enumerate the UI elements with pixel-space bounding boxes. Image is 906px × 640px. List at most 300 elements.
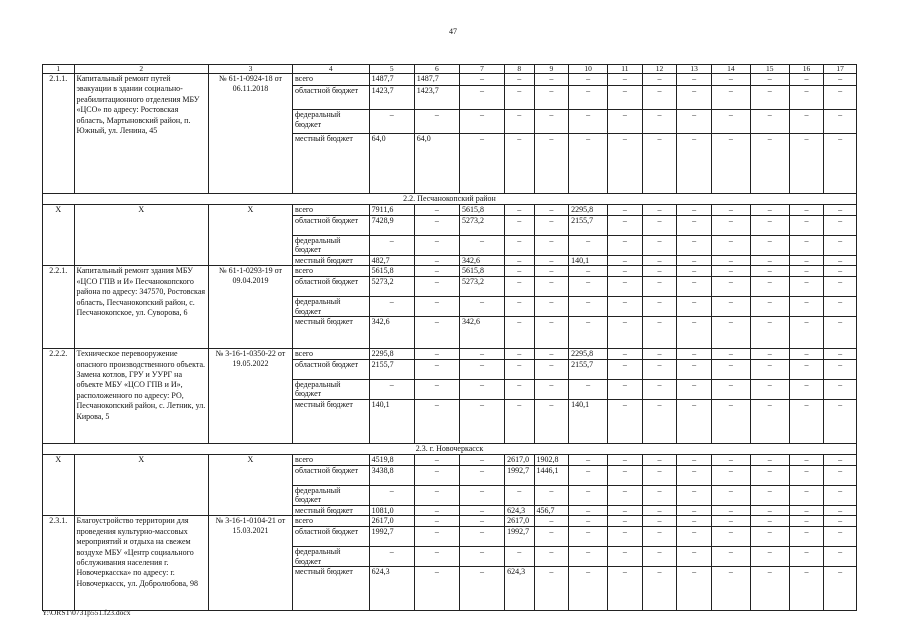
value-cell: – — [534, 266, 569, 277]
value-cell: – — [642, 215, 677, 235]
value-cell: – — [677, 235, 712, 255]
value-cell: – — [824, 86, 857, 110]
value-cell: – — [789, 546, 824, 566]
value-cell: – — [824, 74, 857, 86]
funding-source-label: всего — [292, 454, 369, 465]
value-cell: – — [711, 296, 750, 316]
value-cell: 5615,8 — [459, 205, 504, 216]
value-cell: 624,3 — [369, 567, 414, 611]
value-cell: – — [608, 255, 643, 266]
value-cell: – — [569, 516, 608, 527]
value-cell: – — [677, 516, 712, 527]
value-cell: – — [677, 205, 712, 216]
value-cell: – — [608, 266, 643, 277]
value-cell: 482,7 — [369, 255, 414, 266]
item-number: 2.2.1. — [43, 266, 75, 349]
value-cell: – — [414, 359, 459, 379]
value-cell: – — [459, 235, 504, 255]
col-header: 14 — [711, 65, 750, 74]
col-header: 12 — [642, 65, 677, 74]
value-cell: – — [750, 465, 789, 485]
value-cell: – — [569, 485, 608, 505]
value-cell: – — [750, 516, 789, 527]
funding-source-label: областной бюджет — [292, 359, 369, 379]
value-cell: – — [534, 379, 569, 399]
value-cell: – — [608, 516, 643, 527]
value-cell: – — [677, 134, 712, 194]
value-cell: – — [414, 205, 459, 216]
value-cell: 2155,7 — [569, 215, 608, 235]
value-cell: – — [369, 296, 414, 316]
value-cell: – — [750, 255, 789, 266]
value-cell: – — [677, 485, 712, 505]
value-cell: 2155,7 — [569, 359, 608, 379]
value-cell: – — [642, 134, 677, 194]
value-cell: – — [750, 546, 789, 566]
value-cell: 140,1 — [369, 399, 414, 443]
value-cell: – — [459, 399, 504, 443]
x-mark-cell: Х — [208, 454, 292, 515]
value-cell: – — [459, 379, 504, 399]
value-cell: – — [369, 546, 414, 566]
value-cell: – — [824, 526, 857, 546]
value-cell: – — [824, 359, 857, 379]
col-header: 13 — [677, 65, 712, 74]
value-cell: – — [711, 399, 750, 443]
value-cell: – — [642, 296, 677, 316]
value-cell: 2617,0 — [505, 516, 534, 527]
value-cell: – — [505, 546, 534, 566]
value-cell: – — [505, 266, 534, 277]
summary-row — [43, 205, 857, 216]
funding-source-label: областной бюджет — [292, 215, 369, 235]
value-cell: – — [711, 505, 750, 516]
value-cell: – — [642, 399, 677, 443]
value-cell: – — [642, 110, 677, 134]
value-cell: – — [569, 526, 608, 546]
value-cell: – — [789, 74, 824, 86]
x-mark-cell: Х — [43, 454, 75, 515]
value-cell: – — [459, 349, 504, 360]
value-cell: – — [608, 359, 643, 379]
value-cell: – — [824, 465, 857, 485]
col-header: 6 — [414, 65, 459, 74]
value-cell: 1487,7 — [369, 74, 414, 86]
value-cell: – — [642, 485, 677, 505]
value-cell: – — [789, 205, 824, 216]
col-header: 3 — [208, 65, 292, 74]
value-cell: – — [534, 317, 569, 349]
value-cell: – — [608, 110, 643, 134]
value-cell: 7911,6 — [369, 205, 414, 216]
value-cell: – — [534, 349, 569, 360]
value-cell: – — [569, 546, 608, 566]
value-cell: – — [414, 505, 459, 516]
value-cell: – — [789, 266, 824, 277]
value-cell: – — [677, 296, 712, 316]
value-cell: – — [789, 86, 824, 110]
value-cell: – — [711, 567, 750, 611]
value-cell: – — [505, 349, 534, 360]
x-mark-cell: Х — [208, 205, 292, 266]
value-cell: – — [642, 505, 677, 516]
value-cell: – — [750, 276, 789, 296]
value-cell: – — [677, 349, 712, 360]
value-cell: – — [569, 505, 608, 516]
value-cell: – — [459, 296, 504, 316]
col-header: 7 — [459, 65, 504, 74]
value-cell: – — [414, 546, 459, 566]
value-cell: – — [505, 110, 534, 134]
value-cell: 5615,8 — [369, 266, 414, 277]
value-cell: – — [608, 526, 643, 546]
value-cell: – — [369, 379, 414, 399]
value-cell: – — [459, 359, 504, 379]
value-cell: – — [789, 296, 824, 316]
value-cell: – — [505, 134, 534, 194]
item-number: 2.1.1. — [43, 74, 75, 194]
item-number: 2.3.1. — [43, 516, 75, 611]
value-cell: – — [789, 454, 824, 465]
value-cell: – — [414, 516, 459, 527]
value-cell: – — [569, 235, 608, 255]
value-cell: – — [642, 276, 677, 296]
value-cell: – — [534, 526, 569, 546]
value-cell: – — [459, 110, 504, 134]
value-cell: – — [459, 86, 504, 110]
value-cell: – — [677, 359, 712, 379]
col-header: 11 — [608, 65, 643, 74]
value-cell: – — [677, 86, 712, 110]
value-cell: – — [459, 134, 504, 194]
value-cell: – — [459, 516, 504, 527]
value-cell: – — [677, 379, 712, 399]
value-cell: – — [459, 465, 504, 485]
value-cell: – — [534, 485, 569, 505]
value-cell: – — [569, 567, 608, 611]
value-cell: – — [414, 296, 459, 316]
value-cell: 64,0 — [414, 134, 459, 194]
value-cell: – — [608, 546, 643, 566]
value-cell: – — [414, 235, 459, 255]
value-cell: 64,0 — [369, 134, 414, 194]
section-row — [43, 443, 857, 454]
value-cell: – — [642, 567, 677, 611]
funding-source-label: федеральный бюджет — [292, 110, 369, 134]
footer-file-path: Y:\ORST\0731p551.f23.docx — [42, 608, 131, 617]
value-cell: – — [505, 215, 534, 235]
value-cell: – — [824, 485, 857, 505]
value-cell: 2617,0 — [505, 454, 534, 465]
value-cell: – — [677, 110, 712, 134]
value-cell: – — [677, 255, 712, 266]
value-cell: – — [824, 134, 857, 194]
funding-source-label: областной бюджет — [292, 276, 369, 296]
value-cell: – — [711, 359, 750, 379]
funding-source-label: областной бюджет — [292, 86, 369, 110]
value-cell: – — [534, 296, 569, 316]
item-number: 2.2.2. — [43, 349, 75, 444]
value-cell: – — [414, 110, 459, 134]
value-cell: – — [369, 485, 414, 505]
value-cell: – — [711, 349, 750, 360]
value-cell: – — [608, 276, 643, 296]
value-cell: – — [750, 454, 789, 465]
value-cell: – — [711, 516, 750, 527]
value-cell: 4519,8 — [369, 454, 414, 465]
col-header: 10 — [569, 65, 608, 74]
value-cell: – — [505, 74, 534, 86]
value-cell: – — [750, 86, 789, 110]
funding-source-label: местный бюджет — [292, 505, 369, 516]
value-cell: 1992,7 — [505, 465, 534, 485]
value-cell: – — [750, 317, 789, 349]
value-cell: – — [459, 485, 504, 505]
value-cell: 5273,2 — [459, 276, 504, 296]
value-cell: 140,1 — [569, 255, 608, 266]
value-cell: – — [789, 215, 824, 235]
value-cell: – — [534, 546, 569, 566]
col-header: 16 — [789, 65, 824, 74]
value-cell: – — [569, 317, 608, 349]
column-number-row — [43, 65, 857, 74]
value-cell: – — [711, 215, 750, 235]
value-cell: – — [534, 74, 569, 86]
col-header: 17 — [824, 65, 857, 74]
value-cell: 5273,2 — [369, 276, 414, 296]
value-cell: – — [789, 379, 824, 399]
value-cell: – — [642, 86, 677, 110]
value-cell: – — [505, 235, 534, 255]
value-cell: – — [711, 465, 750, 485]
col-header: 15 — [750, 65, 789, 74]
page-number: 47 — [449, 27, 457, 36]
value-cell: – — [677, 465, 712, 485]
funding-source-label: местный бюджет — [292, 134, 369, 194]
value-cell: – — [608, 454, 643, 465]
value-cell: – — [642, 235, 677, 255]
funding-source-label: местный бюджет — [292, 255, 369, 266]
value-cell: – — [608, 235, 643, 255]
value-cell: – — [569, 86, 608, 110]
value-cell: – — [750, 205, 789, 216]
value-cell: – — [642, 266, 677, 277]
value-cell: – — [569, 296, 608, 316]
value-cell: – — [711, 454, 750, 465]
value-cell: – — [534, 235, 569, 255]
value-cell: – — [534, 359, 569, 379]
value-cell: – — [534, 134, 569, 194]
value-cell: – — [789, 505, 824, 516]
x-mark-cell: Х — [43, 205, 75, 266]
item-description: Капитальный ремонт путей эвакуации в здании социально-реабилитационного отделения МБУ «ЦСО» по адресу: Ростовская область, Мартыновский район, п. Южный, ул. Ленина, 45 — [74, 74, 208, 194]
value-cell: – — [642, 516, 677, 527]
value-cell: – — [414, 215, 459, 235]
value-cell: – — [711, 205, 750, 216]
value-cell: – — [608, 505, 643, 516]
value-cell: – — [677, 567, 712, 611]
value-cell: – — [642, 379, 677, 399]
col-header: 8 — [505, 65, 534, 74]
value-cell: – — [824, 454, 857, 465]
value-cell: – — [711, 379, 750, 399]
value-cell: – — [677, 454, 712, 465]
col-header: 9 — [534, 65, 569, 74]
value-cell: – — [750, 296, 789, 316]
value-cell: – — [750, 215, 789, 235]
value-cell: 140,1 — [569, 399, 608, 443]
value-cell: – — [534, 399, 569, 443]
value-cell: 342,6 — [459, 317, 504, 349]
col-header: 5 — [369, 65, 414, 74]
value-cell: – — [459, 454, 504, 465]
value-cell: – — [642, 205, 677, 216]
value-cell: – — [789, 567, 824, 611]
value-cell: – — [414, 349, 459, 360]
value-cell: – — [711, 266, 750, 277]
value-cell: – — [711, 235, 750, 255]
value-cell: – — [459, 526, 504, 546]
value-cell: – — [414, 399, 459, 443]
value-cell: – — [414, 454, 459, 465]
value-cell: – — [569, 276, 608, 296]
value-cell: – — [750, 526, 789, 546]
value-cell: 456,7 — [534, 505, 569, 516]
value-cell: – — [750, 349, 789, 360]
value-cell: – — [608, 86, 643, 110]
value-cell: – — [789, 235, 824, 255]
value-cell: – — [505, 86, 534, 110]
value-cell: – — [750, 74, 789, 86]
item-document: № 3-16-1-0104-21 от 15.03.2021 — [208, 516, 292, 611]
value-cell: – — [677, 526, 712, 546]
value-cell: – — [789, 465, 824, 485]
value-cell: – — [789, 276, 824, 296]
table-row — [43, 349, 857, 360]
value-cell: 2155,7 — [369, 359, 414, 379]
funding-source-label: федеральный бюджет — [292, 546, 369, 566]
funding-source-label: федеральный бюджет — [292, 235, 369, 255]
value-cell: – — [789, 359, 824, 379]
value-cell: 1487,7 — [414, 74, 459, 86]
funding-source-label: всего — [292, 266, 369, 277]
section-title: 2.2. Песчанокопский район — [43, 194, 857, 205]
budget-table — [42, 64, 857, 611]
value-cell: – — [642, 255, 677, 266]
table-body — [43, 65, 857, 611]
value-cell: – — [824, 546, 857, 566]
value-cell: – — [369, 235, 414, 255]
value-cell: 2617,0 — [369, 516, 414, 527]
value-cell: – — [534, 215, 569, 235]
col-header: 4 — [292, 65, 369, 74]
value-cell: – — [750, 110, 789, 134]
value-cell: – — [534, 86, 569, 110]
value-cell: 342,6 — [459, 255, 504, 266]
value-cell: – — [824, 516, 857, 527]
table-row — [43, 516, 857, 527]
value-cell: – — [608, 296, 643, 316]
value-cell: – — [414, 526, 459, 546]
value-cell: – — [789, 349, 824, 360]
value-cell: 1992,7 — [505, 526, 534, 546]
col-header: 1 — [43, 65, 75, 74]
value-cell: – — [642, 317, 677, 349]
value-cell: – — [824, 505, 857, 516]
value-cell: – — [824, 276, 857, 296]
value-cell: – — [677, 266, 712, 277]
value-cell: – — [642, 546, 677, 566]
value-cell: – — [824, 349, 857, 360]
value-cell: – — [789, 485, 824, 505]
value-cell: 624,3 — [505, 567, 534, 611]
value-cell: – — [414, 379, 459, 399]
value-cell: – — [505, 359, 534, 379]
funding-source-label: областной бюджет — [292, 465, 369, 485]
value-cell: – — [534, 110, 569, 134]
value-cell: – — [824, 266, 857, 277]
value-cell: – — [608, 74, 643, 86]
table-row — [43, 74, 857, 86]
value-cell: – — [750, 235, 789, 255]
value-cell: – — [824, 296, 857, 316]
value-cell: – — [459, 546, 504, 566]
value-cell: – — [569, 465, 608, 485]
value-cell: – — [750, 134, 789, 194]
value-cell: – — [789, 317, 824, 349]
value-cell: – — [569, 266, 608, 277]
value-cell: – — [824, 317, 857, 349]
value-cell: – — [642, 359, 677, 379]
value-cell: – — [459, 567, 504, 611]
value-cell: – — [608, 317, 643, 349]
section-row — [43, 194, 857, 205]
value-cell: 1992,7 — [369, 526, 414, 546]
value-cell: – — [459, 505, 504, 516]
x-mark-cell: Х — [74, 454, 208, 515]
item-document: № 3-16-1-0350-22 от 19.05.2022 — [208, 349, 292, 444]
value-cell: – — [414, 567, 459, 611]
value-cell: – — [750, 266, 789, 277]
value-cell: – — [677, 215, 712, 235]
value-cell: 5273,2 — [459, 215, 504, 235]
value-cell: 342,6 — [369, 317, 414, 349]
value-cell: – — [711, 255, 750, 266]
value-cell: – — [608, 567, 643, 611]
summary-row — [43, 454, 857, 465]
value-cell: – — [414, 317, 459, 349]
value-cell: – — [505, 485, 534, 505]
value-cell: – — [711, 110, 750, 134]
value-cell: – — [824, 215, 857, 235]
value-cell: – — [608, 485, 643, 505]
value-cell: – — [534, 567, 569, 611]
value-cell: 624,3 — [505, 505, 534, 516]
value-cell: – — [711, 86, 750, 110]
value-cell: – — [711, 276, 750, 296]
value-cell: – — [459, 74, 504, 86]
value-cell: – — [789, 526, 824, 546]
value-cell: – — [750, 505, 789, 516]
value-cell: – — [824, 205, 857, 216]
value-cell: 7428,9 — [369, 215, 414, 235]
value-cell: – — [824, 567, 857, 611]
value-cell: – — [711, 485, 750, 505]
value-cell: – — [608, 205, 643, 216]
value-cell: – — [569, 454, 608, 465]
item-description: Техническое перевооружение опасного производственного объекта. Замена котлов, ГРУ и УУРГ на объекте МБУ «ЦСО ГПВ и И», расположенного по адресу: РО, Песчанокопский район, с. Летник, ул. Кирова, 5 — [74, 349, 208, 444]
value-cell: – — [505, 255, 534, 266]
